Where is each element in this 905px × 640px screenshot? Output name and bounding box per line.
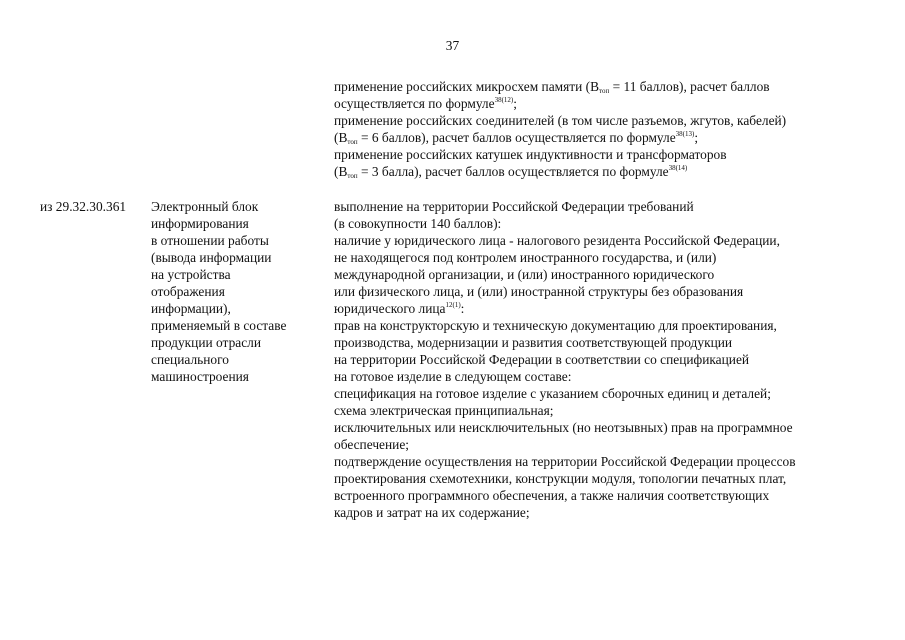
continuation-line: ($В_{топ} = 3$ балла), расчет баллов осуществляется по формуле$^{38(14)}$ <box>334 164 688 180</box>
product-name-line: (вывода информации <box>151 250 272 265</box>
requirement-line: проектирования схемотехники, конструкции модуля, топологии печатных плат, <box>334 471 787 486</box>
requirement-line: международной организации, и (или) иностранного юридического <box>334 267 715 282</box>
continuation-line: ($В_{топ} = 6$ баллов), расчет баллов осуществляется по формуле$^{38(13)}$; <box>334 130 699 146</box>
requirement-line: прав на конструкторскую и техническую документацию для проектирования, <box>334 318 777 333</box>
product-name-line: в отношении работы <box>151 233 269 248</box>
continuation-line: применение российских микросхем памяти ($В_{топ} = 11$ баллов), расчет баллов <box>334 79 770 95</box>
product-name-line: информации), <box>151 301 231 316</box>
requirement-line: на готовое изделие в следующем составе: <box>334 369 572 384</box>
requirement-line: схема электрическая принципиальная; <box>334 403 554 418</box>
continuation-line: применение российских катушек индуктивности и трансформаторов <box>334 147 727 162</box>
requirement-line: подтверждение осуществления на территории Российской Федерации процессов <box>334 454 796 469</box>
requirement-line: наличие у юридического лица - налогового резидента Российской Федерации, <box>334 233 780 248</box>
requirement-line: не находящегося под контролем иностранного государства, и (или) <box>334 250 717 265</box>
requirement-line: выполнение на территории Российской Федерации требований <box>334 199 694 214</box>
requirement-line: производства, модернизации и развития соответствующей продукции <box>334 335 733 350</box>
product-name-line: применяемый в составе <box>151 318 287 333</box>
continuation-line: применение российских соединителей (в том числе разъемов, жгутов, кабелей) <box>334 113 787 128</box>
requirement-line: встроенного программного обеспечения, а также наличия соответствующих <box>334 488 770 503</box>
requirement-line: или физического лица, и (или) иностранной структуры без образования <box>334 284 744 299</box>
requirement-line: спецификация на готовое изделие с указанием сборочных единиц и деталей; <box>334 386 771 401</box>
product-name-line: Электронный блок <box>151 199 259 214</box>
page-number: 37 <box>445 38 460 53</box>
product-name-line: отображения <box>151 284 225 299</box>
requirement-line: юридического лица$^{12(1)}$: <box>334 301 465 316</box>
requirement-line: исключительных или неисключительных (но неотзывных) прав на программное <box>334 420 793 435</box>
continuation-line: осуществляется по формуле$^{38(12)}$; <box>334 96 517 111</box>
product-name-line: продукции отрасли <box>151 335 261 350</box>
product-name-line: машиностроения <box>151 369 249 384</box>
okpd-code: из 29.32.30.361 <box>40 199 127 214</box>
requirement-line: (в совокупности 140 баллов): <box>334 216 502 231</box>
product-name-line: информирования <box>151 216 249 231</box>
requirement-line: кадров и затрат на их содержание; <box>334 505 530 520</box>
requirement-line: обеспечение; <box>334 437 410 452</box>
product-name-line: на устройства <box>151 267 231 282</box>
requirement-line: на территории Российской Федерации в соответствии со спецификацией <box>334 352 750 367</box>
product-name-line: специального <box>151 352 229 367</box>
